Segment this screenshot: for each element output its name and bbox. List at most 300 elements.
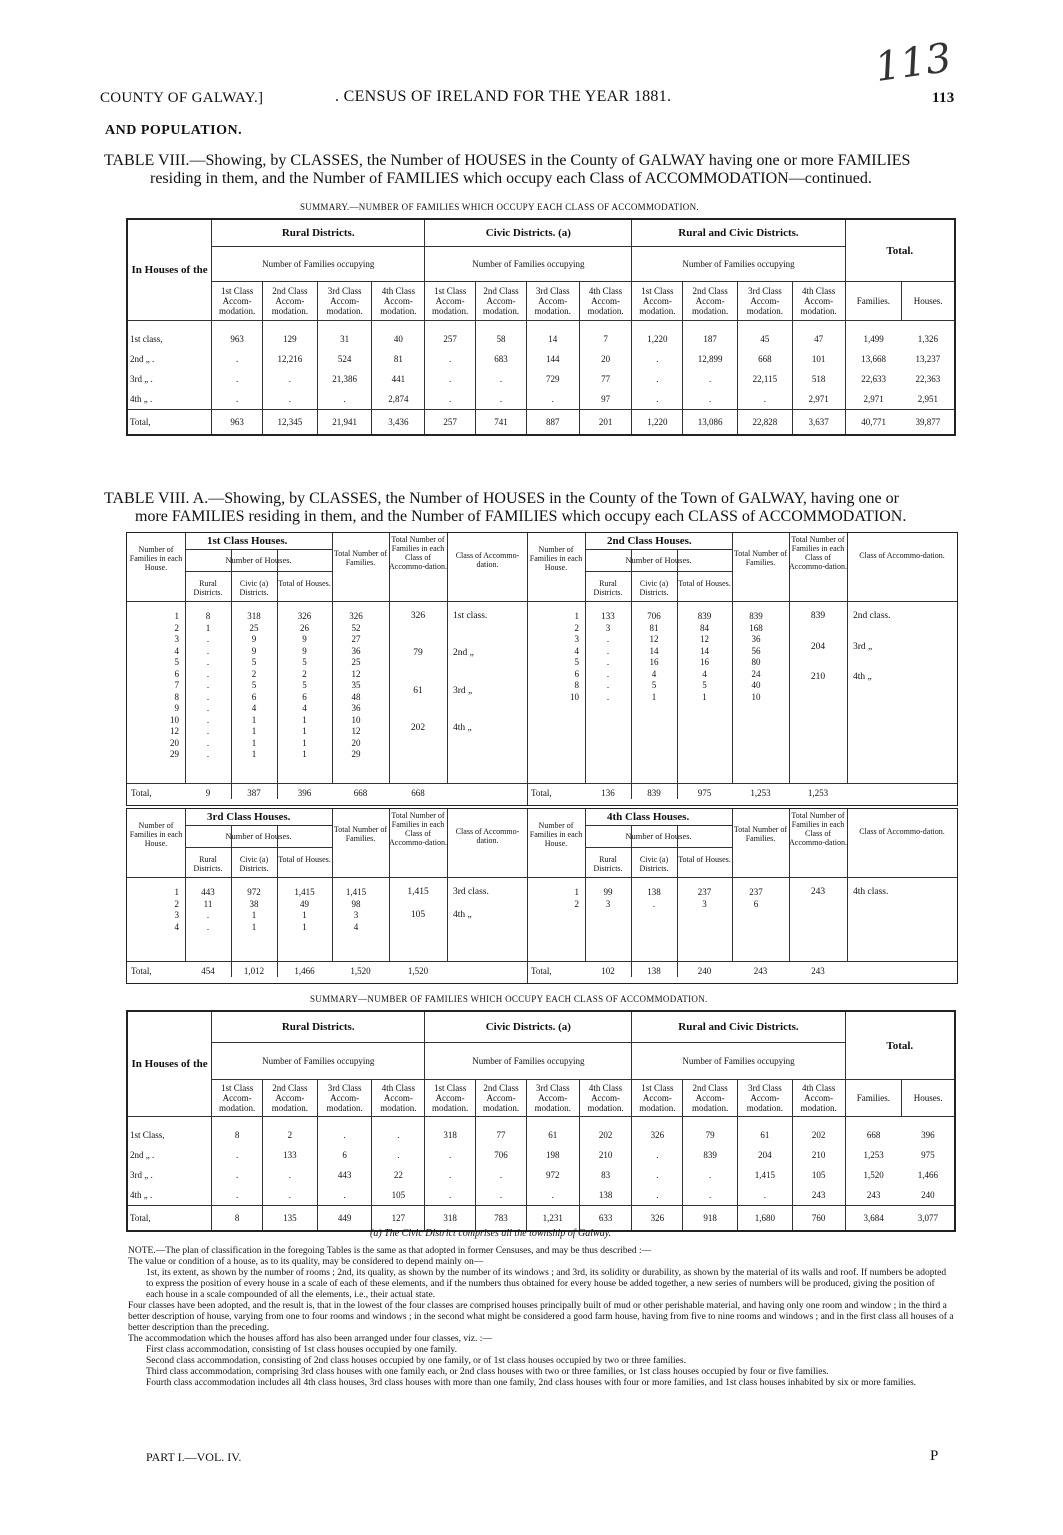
row-cell: 133 [601,611,615,621]
header-number-of-houses: Number of Houses. [625,831,692,841]
note-value: The value or condition of a house, as to its quality, may be considered to depend mainly on— [128,1257,484,1267]
row-cell: 5 [302,680,307,690]
row-cell: 25 [351,657,361,667]
total-cell: 396 [297,788,312,798]
cell: 14 [526,321,579,350]
row-cell: 84 [700,622,709,633]
col-families: Families. [845,1080,902,1117]
cell: 144 [526,349,579,369]
row-cell: 318 [247,611,261,621]
total-cell: Total, [531,966,552,976]
header-total-number: Total Number of Families in each Class of Accommo-dation. [389,535,447,571]
footnote: (a) The Civic District comprises all the township of Galway. [370,1228,612,1239]
header-rural: Rural Districts. [593,855,623,873]
col-2nd: 2nd Class Accom-modation. [683,282,738,321]
row-cell: 2 [574,622,579,633]
cell: 21,386 [317,369,372,389]
cell: . [425,1145,476,1165]
cell: 22,633 [861,374,886,384]
row-cell: . [206,749,210,759]
block-title: 3rd Class Houses. [207,811,291,823]
cell: 129 [262,321,317,350]
row-cell: 81 [649,622,659,633]
row-cell: 1 [302,910,307,920]
cell: 101 [792,349,845,369]
total-cell: Total, [131,966,152,976]
cell: 1,220 [632,321,683,350]
cell: 318 [425,1117,476,1146]
row-cell: 12 [351,726,361,736]
group-total: Total. [845,219,955,282]
block-title: 1st Class Houses. [207,535,288,547]
row-cell: . [206,634,210,644]
row-cell: 26 [300,622,309,633]
cell: 668 [738,349,793,369]
cell: 396 [921,1130,935,1140]
row-cell: 25 [249,622,259,633]
header-families: Number of Families in each House. [129,821,183,848]
cell: 22,363 [915,374,941,384]
row-cell: 5 [174,657,179,667]
total-cell: 40,771 [845,410,902,436]
group-rural: Rural Districts. [212,219,425,247]
table8a-summary [126,1010,956,1232]
total-cell: 1,253 [807,788,829,798]
column-rule [585,809,586,961]
row-cell: 12 [170,726,179,736]
class-total: 79 [413,648,423,659]
cell: . [738,1185,793,1206]
second-class-houses [527,533,957,805]
total-cell: 887 [526,410,579,436]
cell: . [212,389,263,410]
row-cell: 4 [302,703,307,713]
class-name: 4th „ [453,723,472,734]
row-cell: 16 [700,657,709,667]
cell: . [632,1165,683,1185]
table8a-lower [126,808,958,984]
col-3rd: 3rd Class Accom-modation. [738,1080,793,1117]
note-first: First class accommodation, consisting of 1st class houses occupied by one family. [146,1345,457,1355]
cell: 8 [212,1117,263,1146]
cell: . [683,1165,738,1185]
header-total-families: Total Number of Families. [733,825,788,843]
row-cell: 1 [302,749,307,759]
section-title: AND POPULATION. [105,123,243,138]
row-cell: 48 [351,691,361,702]
row-cell: 1 [251,737,257,748]
cell: 243 [866,1190,881,1200]
row-header: In Houses of the [127,1011,212,1117]
row-cell: 1 [251,921,257,932]
cell: 443 [317,1165,372,1185]
row-cell: 443 [201,887,215,897]
cell: 2,874 [372,389,425,410]
row-cell: 12 [649,634,659,644]
row-cell: 6 [251,691,257,702]
row-cell: 1,415 [345,887,367,897]
class-name: 2nd „ [453,648,474,659]
header-total-families: Total Number of Families. [733,549,788,567]
cell: 668 [866,1130,881,1140]
row-cell: . [206,737,210,748]
note-classes: Four classes have been adopted, and the result is, that in the lowest of the four classes are comprised houses principally built of mud or other perishable material, and having only one room and window ; in the third a better description of house, varying from one to four rooms and windows ; in the second what might be considered a good farm house, having from five to nine rooms and windows ; and in the first class all houses of a better description than the preceding. [128,1301,954,1333]
cell: . [632,1145,683,1165]
row-cell: 36 [351,703,361,713]
total-rule [527,783,957,784]
row-cell: 9 [251,634,257,644]
row-cell: 1 [174,887,179,897]
row-label: 2nd „ . [127,1145,212,1165]
cell: 6 [317,1145,372,1165]
group-rural: Rural Districts. [212,1011,425,1043]
row-cell: 4 [574,645,579,656]
cell: 202 [792,1117,845,1146]
header-total-number: Total Number of Families in each Class of Accommo-dation. [789,811,847,847]
cell: 518 [792,369,845,389]
table8a-summary-caption: SUMMARY—NUMBER OF FAMILIES WHICH OCCUPY EACH CLASS OF ACCOMMODATION. [310,994,708,1004]
row-cell: 10 [751,691,761,702]
row-cell: 5 [302,657,307,667]
cell: 524 [317,349,372,369]
total-label: Total, [127,1206,212,1232]
row-cell: 98 [351,898,361,909]
header-rule [585,549,732,550]
cell: 210 [579,1145,632,1165]
row-cell: . [606,645,610,656]
header-class: Class of Accommo-dation. [859,551,945,560]
cell: 243 [792,1185,845,1206]
row-cell: . [206,921,210,932]
col-3rd: 3rd Class Accom-modation. [317,282,372,321]
header-class: Class of Accommo-dation. [455,827,520,845]
sub-civic: Number of Families occupying [425,1043,632,1080]
column-rule [847,533,848,783]
col-1st: 1st Class Accom-modation. [212,282,263,321]
row-cell: 3 [702,898,707,909]
header-rule [185,825,332,826]
cell: 187 [683,321,738,350]
class-total: 105 [410,910,426,920]
row-cell: 1 [574,611,579,621]
header-rule [185,847,332,848]
cell: 61 [526,1117,579,1146]
row-cell: 14 [649,645,659,656]
total-cell: 257 [425,410,476,436]
fourth-class-houses [527,809,957,983]
handwritten-number: 113 [872,34,955,92]
block-title: 4th Class Houses. [607,811,690,823]
row-cell: 839 [749,611,763,621]
row-cell: 1 [251,726,257,736]
cell: 706 [476,1145,527,1165]
cell: 40 [372,321,425,350]
cell: . [425,1165,476,1185]
header-civic: Civic (a) Districts. [639,855,669,873]
cell: . [212,349,263,369]
group-civic: Civic Districts. (a) [425,219,632,247]
col-2nd: 2nd Class Accom-modation. [476,282,527,321]
row-cell: . [606,680,610,690]
col-4th: 4th Class Accom-modation. [579,282,632,321]
row-cell: 6 [574,668,579,679]
row-cell: 237 [697,887,712,897]
cell: 1,499 [863,334,884,344]
row-cell: . [206,691,210,702]
cell: . [262,389,317,410]
cell: 1,466 [917,1170,938,1180]
cell: 12,216 [262,349,317,369]
total-cell: 138 [647,966,661,976]
cell: 61 [738,1117,793,1146]
total-cell: 1,466 [294,966,315,976]
row-cell: 2 [251,668,257,679]
total-cell: 1,520 [350,966,371,976]
col-2nd: 2nd Class Accom-modation. [683,1080,738,1117]
cell: . [476,1165,527,1185]
total-row [127,410,955,436]
row-cell: . [206,645,210,656]
class-total: 61 [413,685,423,696]
col-3rd: 3rd Class Accom-modation. [317,1080,372,1117]
cell: 45 [738,321,793,350]
cell: 97 [579,389,632,410]
cell: . [683,389,738,410]
sub-civic: Number of Families occupying [425,247,632,282]
row-label: 2nd „ . [127,349,212,369]
census-title: . CENSUS OF IRELAND FOR THE YEAR 1881. [335,88,672,105]
table-row [127,389,955,410]
cell: 133 [262,1145,317,1165]
first-class-houses [127,533,528,805]
row-cell: 1 [302,726,307,736]
col-2nd: 2nd Class Accom-modation. [476,1080,527,1117]
total-cell: 318 [425,1206,476,1232]
col-2nd: 2nd Class Accom-modation. [262,1080,317,1117]
total-cell: 668 [411,788,425,798]
row-label: 1st class, [127,321,212,350]
cell: 2,971 [863,394,884,404]
row-cell: 4 [702,668,707,679]
row-cell: 38 [249,898,259,909]
cell: . [425,389,476,410]
total-rule [127,961,528,962]
cell: . [526,1185,579,1206]
cell: 79 [683,1117,738,1146]
table-row [127,1117,955,1146]
total-cell: 136 [601,788,615,798]
header-rule [185,549,332,550]
cell: . [212,1145,263,1165]
cell: 202 [579,1117,632,1146]
col-1st: 1st Class Accom-modation. [425,1080,476,1117]
table8 [126,218,956,436]
row-label: 4th „ . [127,1185,212,1206]
header-rule [127,877,528,878]
row-cell: 1 [302,737,307,748]
cell: . [212,1185,263,1206]
row-cell: 24 [751,668,761,679]
note-intro: NOTE.—The plan of classification in the foregoing Tables is the same as that adopted in former Censuses, and may be thus described :— [128,1246,652,1256]
cell: . [632,349,683,369]
footer-signature: P [930,1448,939,1464]
class-name: 1st class. [453,611,488,621]
header-rural: Rural Districts. [593,579,623,597]
cell: 31 [317,321,372,350]
row-cell: 52 [351,622,361,633]
total-cell: 21,941 [317,410,372,436]
col-1st: 1st Class Accom-modation. [425,282,476,321]
header-total-families: Total Number of Families. [333,549,388,567]
total-cell: 1,680 [738,1206,793,1232]
total-cell: 741 [476,410,527,436]
cell: . [212,369,263,389]
row-cell: . [206,680,210,690]
total-cell: 135 [262,1206,317,1232]
row-cell: 11 [203,898,213,909]
total-rule [127,783,528,784]
header-civic: Civic (a) Districts. [639,579,669,597]
row-cell: 138 [647,887,661,897]
note-accommodation: The accommodation which the houses afford has also been arranged under four classes, viz. :— [128,1334,492,1344]
cell: 83 [579,1165,632,1185]
cell: 12,899 [683,349,738,369]
col-1st: 1st Class Accom-modation. [212,1080,263,1117]
note-fourth: Fourth class accommodation includes all 4th class houses, 3rd class houses with more than one family, 2nd class houses with four or more families, and 1st class houses inhabited by six or more families. [146,1378,917,1388]
row-cell: 5 [651,680,657,690]
row-cell: 29 [351,749,361,759]
cell: . [632,369,683,389]
cell: 7 [579,321,632,350]
row-cell: 5 [251,657,257,667]
row-cell: 1 [651,691,657,702]
cell: 2,971 [792,389,845,410]
cell: . [683,1185,738,1206]
cell: . [476,369,527,389]
cell: 972 [526,1165,579,1185]
total-cell: 839 [647,788,661,798]
cell: 47 [792,321,845,350]
row-cell: 3 [174,910,179,920]
header-total-houses: Total of Houses. [678,579,731,588]
row-cell: 1 [251,749,257,759]
total-cell: 1,253 [750,788,771,798]
cell: 1,520 [863,1170,884,1180]
row-cell: 1 [251,910,257,920]
note-elements: 1st, its extent, as shown by the number of rooms ; 2nd, its quality, as shown by the number of its windows ; and 3rd, its solidity or durability, as shown by the material of its walls and roof. If numbers be adopted to express the position of every house in a scale of each of these elements, and if the numbers thus obtained for every house be added together, a new series of numbers will be produced, giving the position of each house in a scale compounded of all the elements, i.e., their actual state. [146,1268,947,1300]
header-number-of-houses: Number of Houses. [625,555,692,565]
row-cell: . [206,657,210,667]
col-3rd: 3rd Class Accom-modation. [738,282,793,321]
total-cell: Total, [131,788,152,798]
row-cell: 2 [302,668,307,679]
col-3rd: 3rd Class Accom-modation. [526,1080,579,1117]
row-cell: . [206,668,210,679]
cell: 839 [683,1145,738,1165]
total-cell: 668 [353,788,368,798]
header-rule [127,601,528,602]
cell: 2 [262,1117,317,1146]
row-cell: 4 [251,703,257,713]
row-cell: 35 [351,680,361,690]
sub-rural: Number of Families occupying [212,247,425,282]
class-total: 839 [810,611,826,621]
group-rural-civic: Rural and Civic Districts. [632,219,845,247]
table8a-upper [126,532,958,806]
row-cell: 8 [174,691,179,702]
total-cell: 1,520 [407,966,429,976]
cell: 963 [212,321,263,350]
col-4th: 4th Class Accom-modation. [792,282,845,321]
row-cell: 1 [302,921,307,932]
row-cell: 2 [174,622,179,633]
header-number-of-houses: Number of Houses. [225,555,292,565]
row-cell: 5 [251,680,257,690]
cell: . [683,369,738,389]
cell: 683 [476,349,527,369]
row-cell: 4 [174,921,179,932]
cell: . [372,1117,425,1146]
total-cell: 243 [753,966,768,976]
row-cell: 9 [174,703,179,713]
row-cell: . [606,668,610,679]
row-cell: 2 [574,898,579,909]
row-cell: 8 [205,611,211,621]
header-class: Class of Accommo-dation. [455,551,520,569]
row-cell: 4 [353,921,359,932]
table8a-title-line1: TABLE VIII. A.—Showing, by CLASSES, the Number of HOUSES in the County of the Town of GALWAY, having one or [104,490,899,507]
row-label: 3rd „ . [127,1165,212,1185]
row-cell: 29 [170,749,179,759]
class-name: 4th class. [853,887,889,897]
row-cell: 16 [649,657,659,667]
row-cell: 3 [574,634,579,644]
row-cell: . [206,703,210,713]
header-total-number: Total Number of Families in each Class of Accommo-dation. [389,811,447,847]
total-cell: 102 [601,966,615,976]
notes [128,1246,954,1389]
row-cell: 14 [700,645,709,656]
row-cell: 3 [353,910,359,920]
header-rule [527,601,957,602]
col-1st: 1st Class Accom-modation. [632,1080,683,1117]
cell: 441 [372,369,425,389]
row-cell: . [206,714,210,725]
row-cell: 839 [697,611,712,621]
cell: . [476,1185,527,1206]
header-rural: Rural Districts. [193,855,223,873]
class-name: 3rd „ [853,641,873,652]
total-cell: 240 [697,966,712,976]
header-total-families: Total Number of Families. [333,825,388,843]
total-cell: 13,086 [683,410,738,436]
cell: 81 [372,349,425,369]
total-cell: 22,828 [738,410,793,436]
row-cell: 972 [247,887,261,897]
row-cell: 4 [651,668,657,679]
row-cell: 1 [302,714,307,725]
table8-summary-caption: SUMMARY.—NUMBER OF FAMILIES WHICH OCCUPY EACH CLASS OF ACCOMMODATION. [300,202,699,212]
footer-part: PART I.—VOL. IV. [146,1450,242,1464]
row-label: 4th „ . [127,389,212,410]
class-total: 326 [410,611,426,621]
total-cell: 3,077 [902,1206,955,1232]
row-cell: 168 [749,622,763,633]
col-houses: Houses. [913,296,943,306]
row-cell: 5 [702,680,707,690]
group-rural-civic: Rural and Civic Districts. [632,1011,845,1043]
row-cell: 706 [647,611,661,621]
